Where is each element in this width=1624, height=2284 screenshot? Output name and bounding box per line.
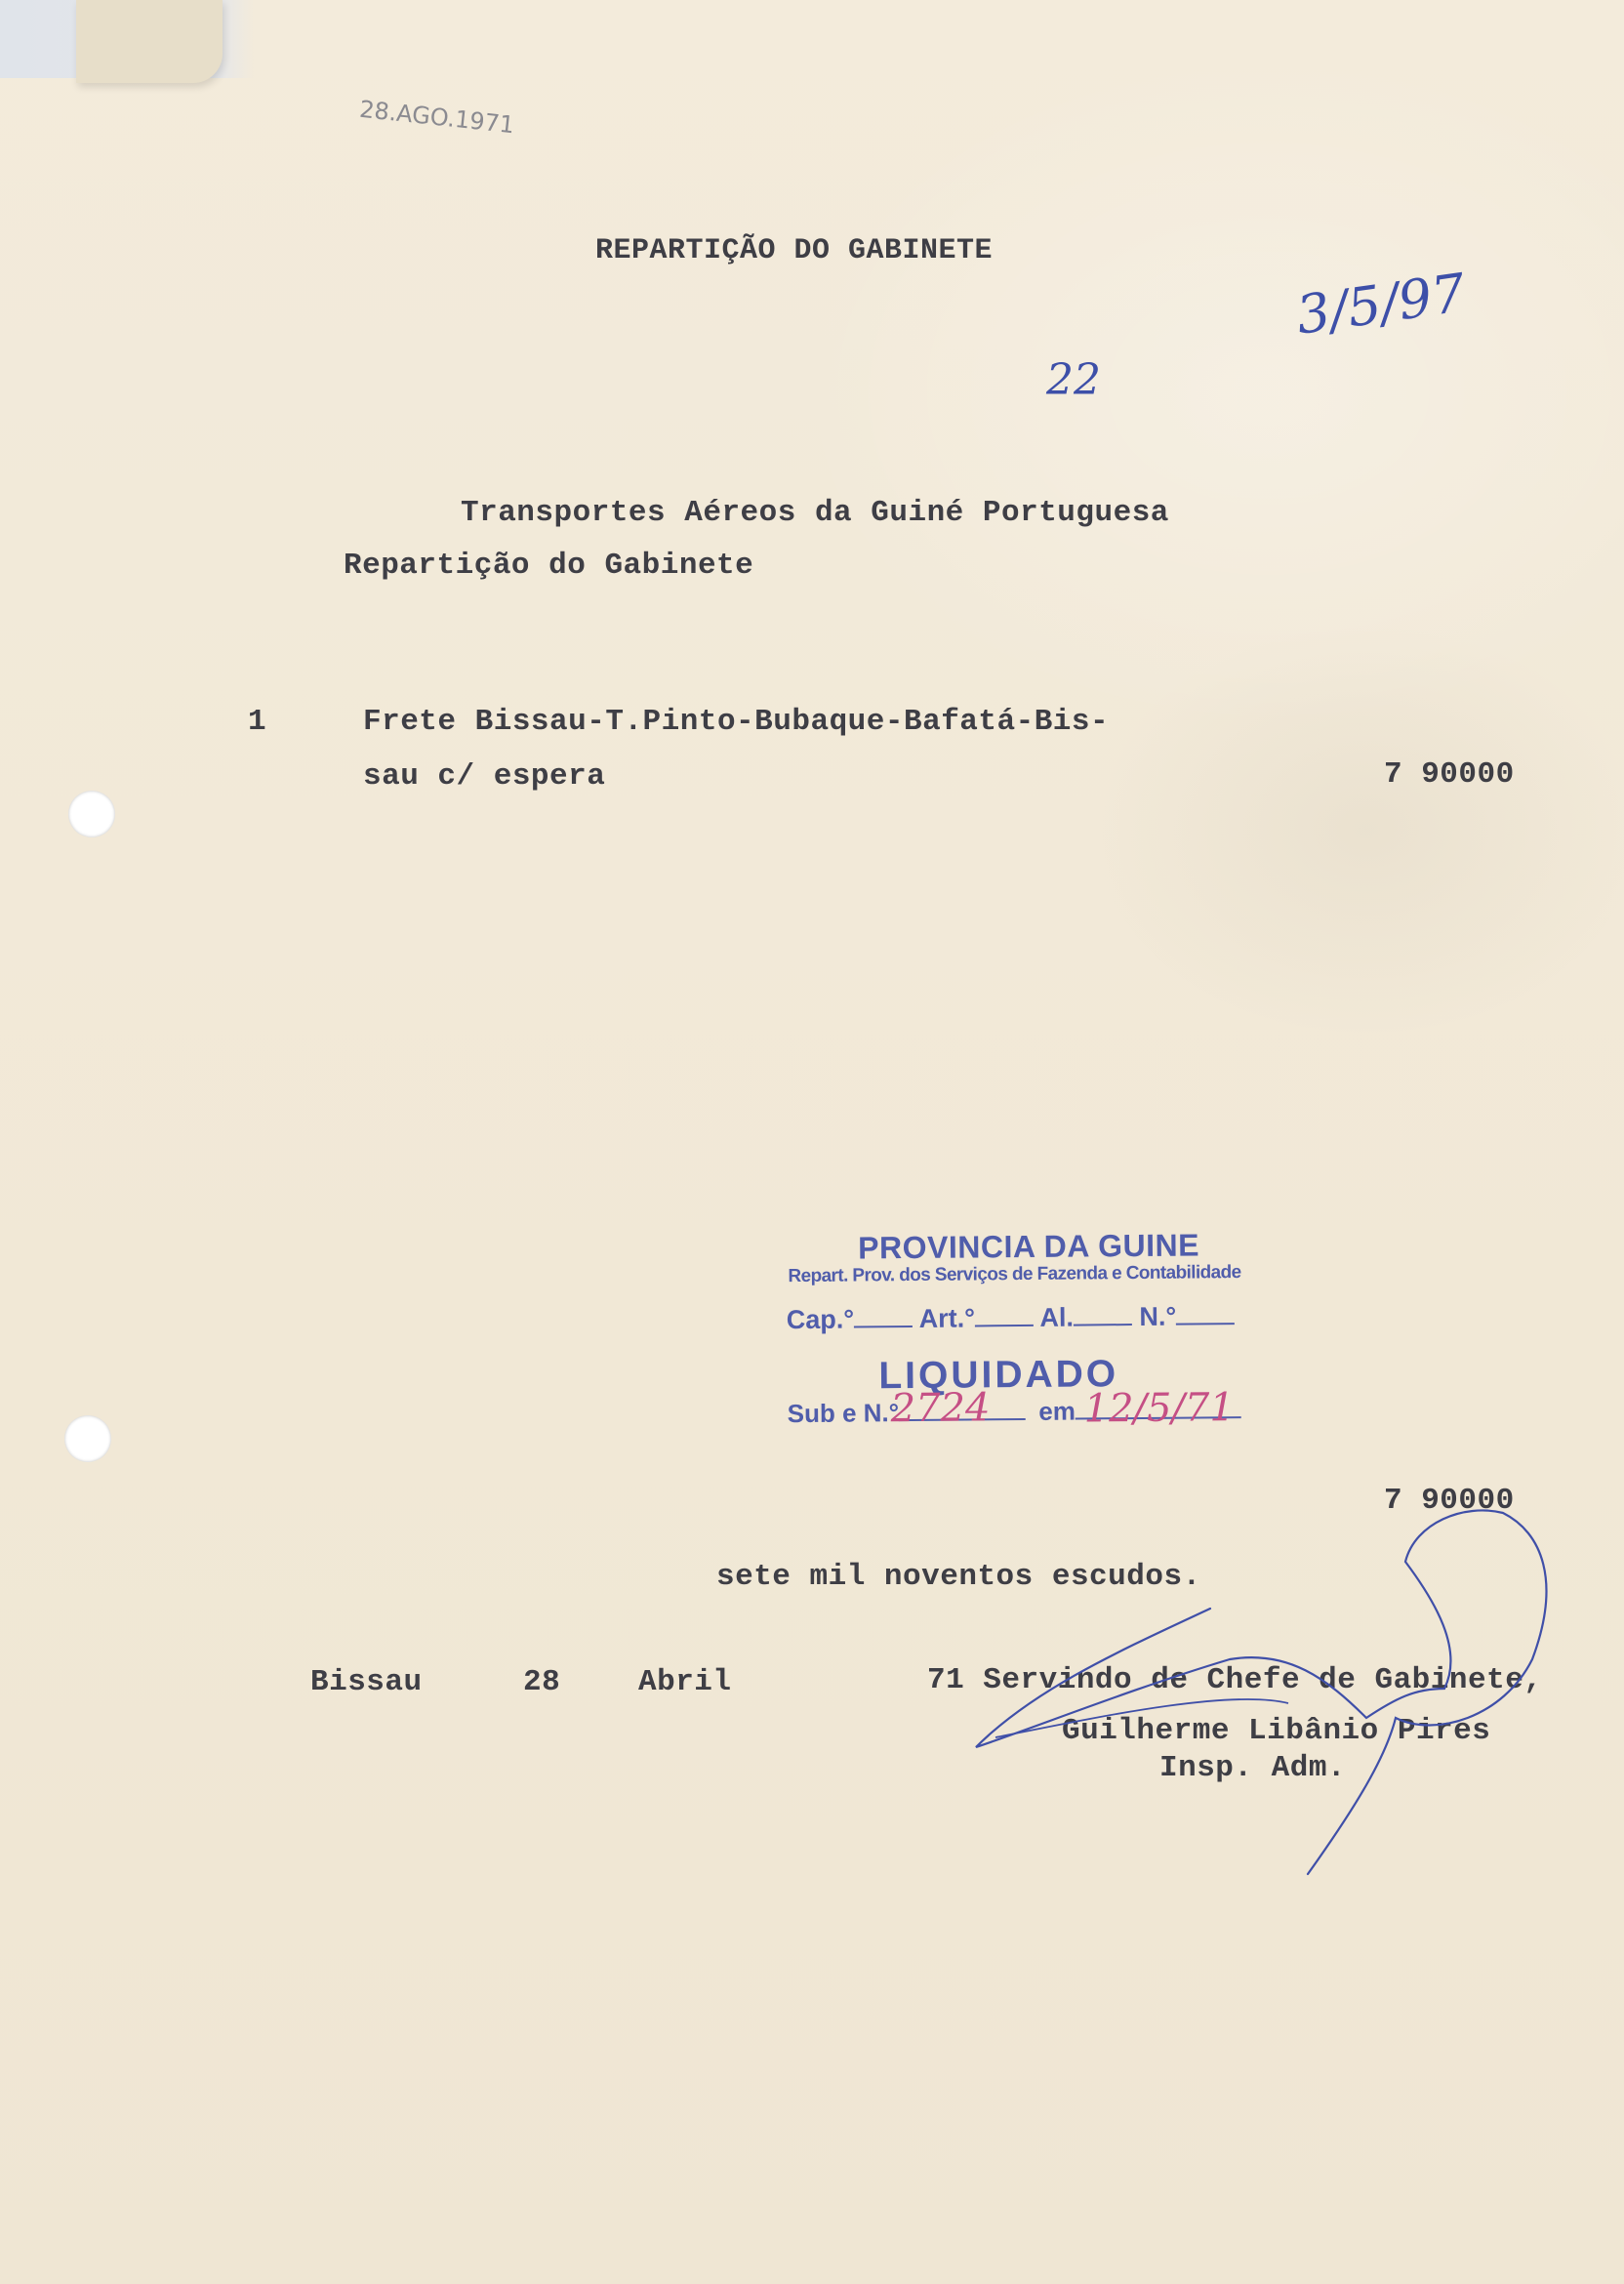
total-amount: 7 90000 <box>1384 1484 1515 1518</box>
stamp-em-value: 12/5/71 <box>1083 1385 1236 1432</box>
stamp-al-label: Al. <box>1039 1302 1075 1332</box>
creditor-department: Repartição do Gabinete <box>344 549 754 583</box>
item-description-line1: Frete Bissau-T.Pinto-Bubaque-Bafatá-Bis- <box>363 705 1110 739</box>
handwritten-date: 3/5/97 <box>1292 262 1470 347</box>
item-quantity: 1 <box>248 705 267 739</box>
stamp-department: Repart. Prov. dos Serviços de Fazenda e Contabilidade <box>788 1262 1241 1287</box>
item-description-line2: sau c/ espera <box>363 759 606 794</box>
total-in-words: sete mil noventos escudos. <box>716 1560 1201 1594</box>
item-amount: 7 90000 <box>1384 757 1515 792</box>
creditor-name: Transportes Aéreos da Guiné Portuguesa <box>461 496 1169 530</box>
signer-name: Guilherme Libânio Pires <box>1062 1714 1491 1748</box>
stamp-art-label: Art.° <box>918 1303 976 1333</box>
handwritten-number: 22 <box>1046 355 1101 405</box>
footer-place: Bissau <box>310 1665 423 1699</box>
stamp-sub-value: 2724 <box>890 1385 991 1432</box>
stamp-status: LIQUIDADO <box>878 1353 1119 1398</box>
stamp-province: PROVINCIA DA GUINE <box>858 1227 1200 1266</box>
signature-line: 71 Servindo de Chefe de Gabinete, <box>927 1663 1543 1697</box>
footer-day: 28 <box>523 1665 561 1699</box>
footer-month: Abril <box>638 1665 732 1699</box>
stamp-sub-label: Sub e N.° <box>787 1398 900 1429</box>
stamp-em-label: em <box>1038 1396 1076 1426</box>
pencil-date-note: 28.AGO.1971 <box>357 95 516 140</box>
stamp-n-label: N.° <box>1139 1301 1177 1331</box>
page-title: REPARTIÇÃO DO GABINETE <box>595 234 994 267</box>
signer-title: Insp. Adm. <box>1159 1751 1347 1785</box>
stamp-cap-label: Cap.° <box>786 1304 855 1335</box>
